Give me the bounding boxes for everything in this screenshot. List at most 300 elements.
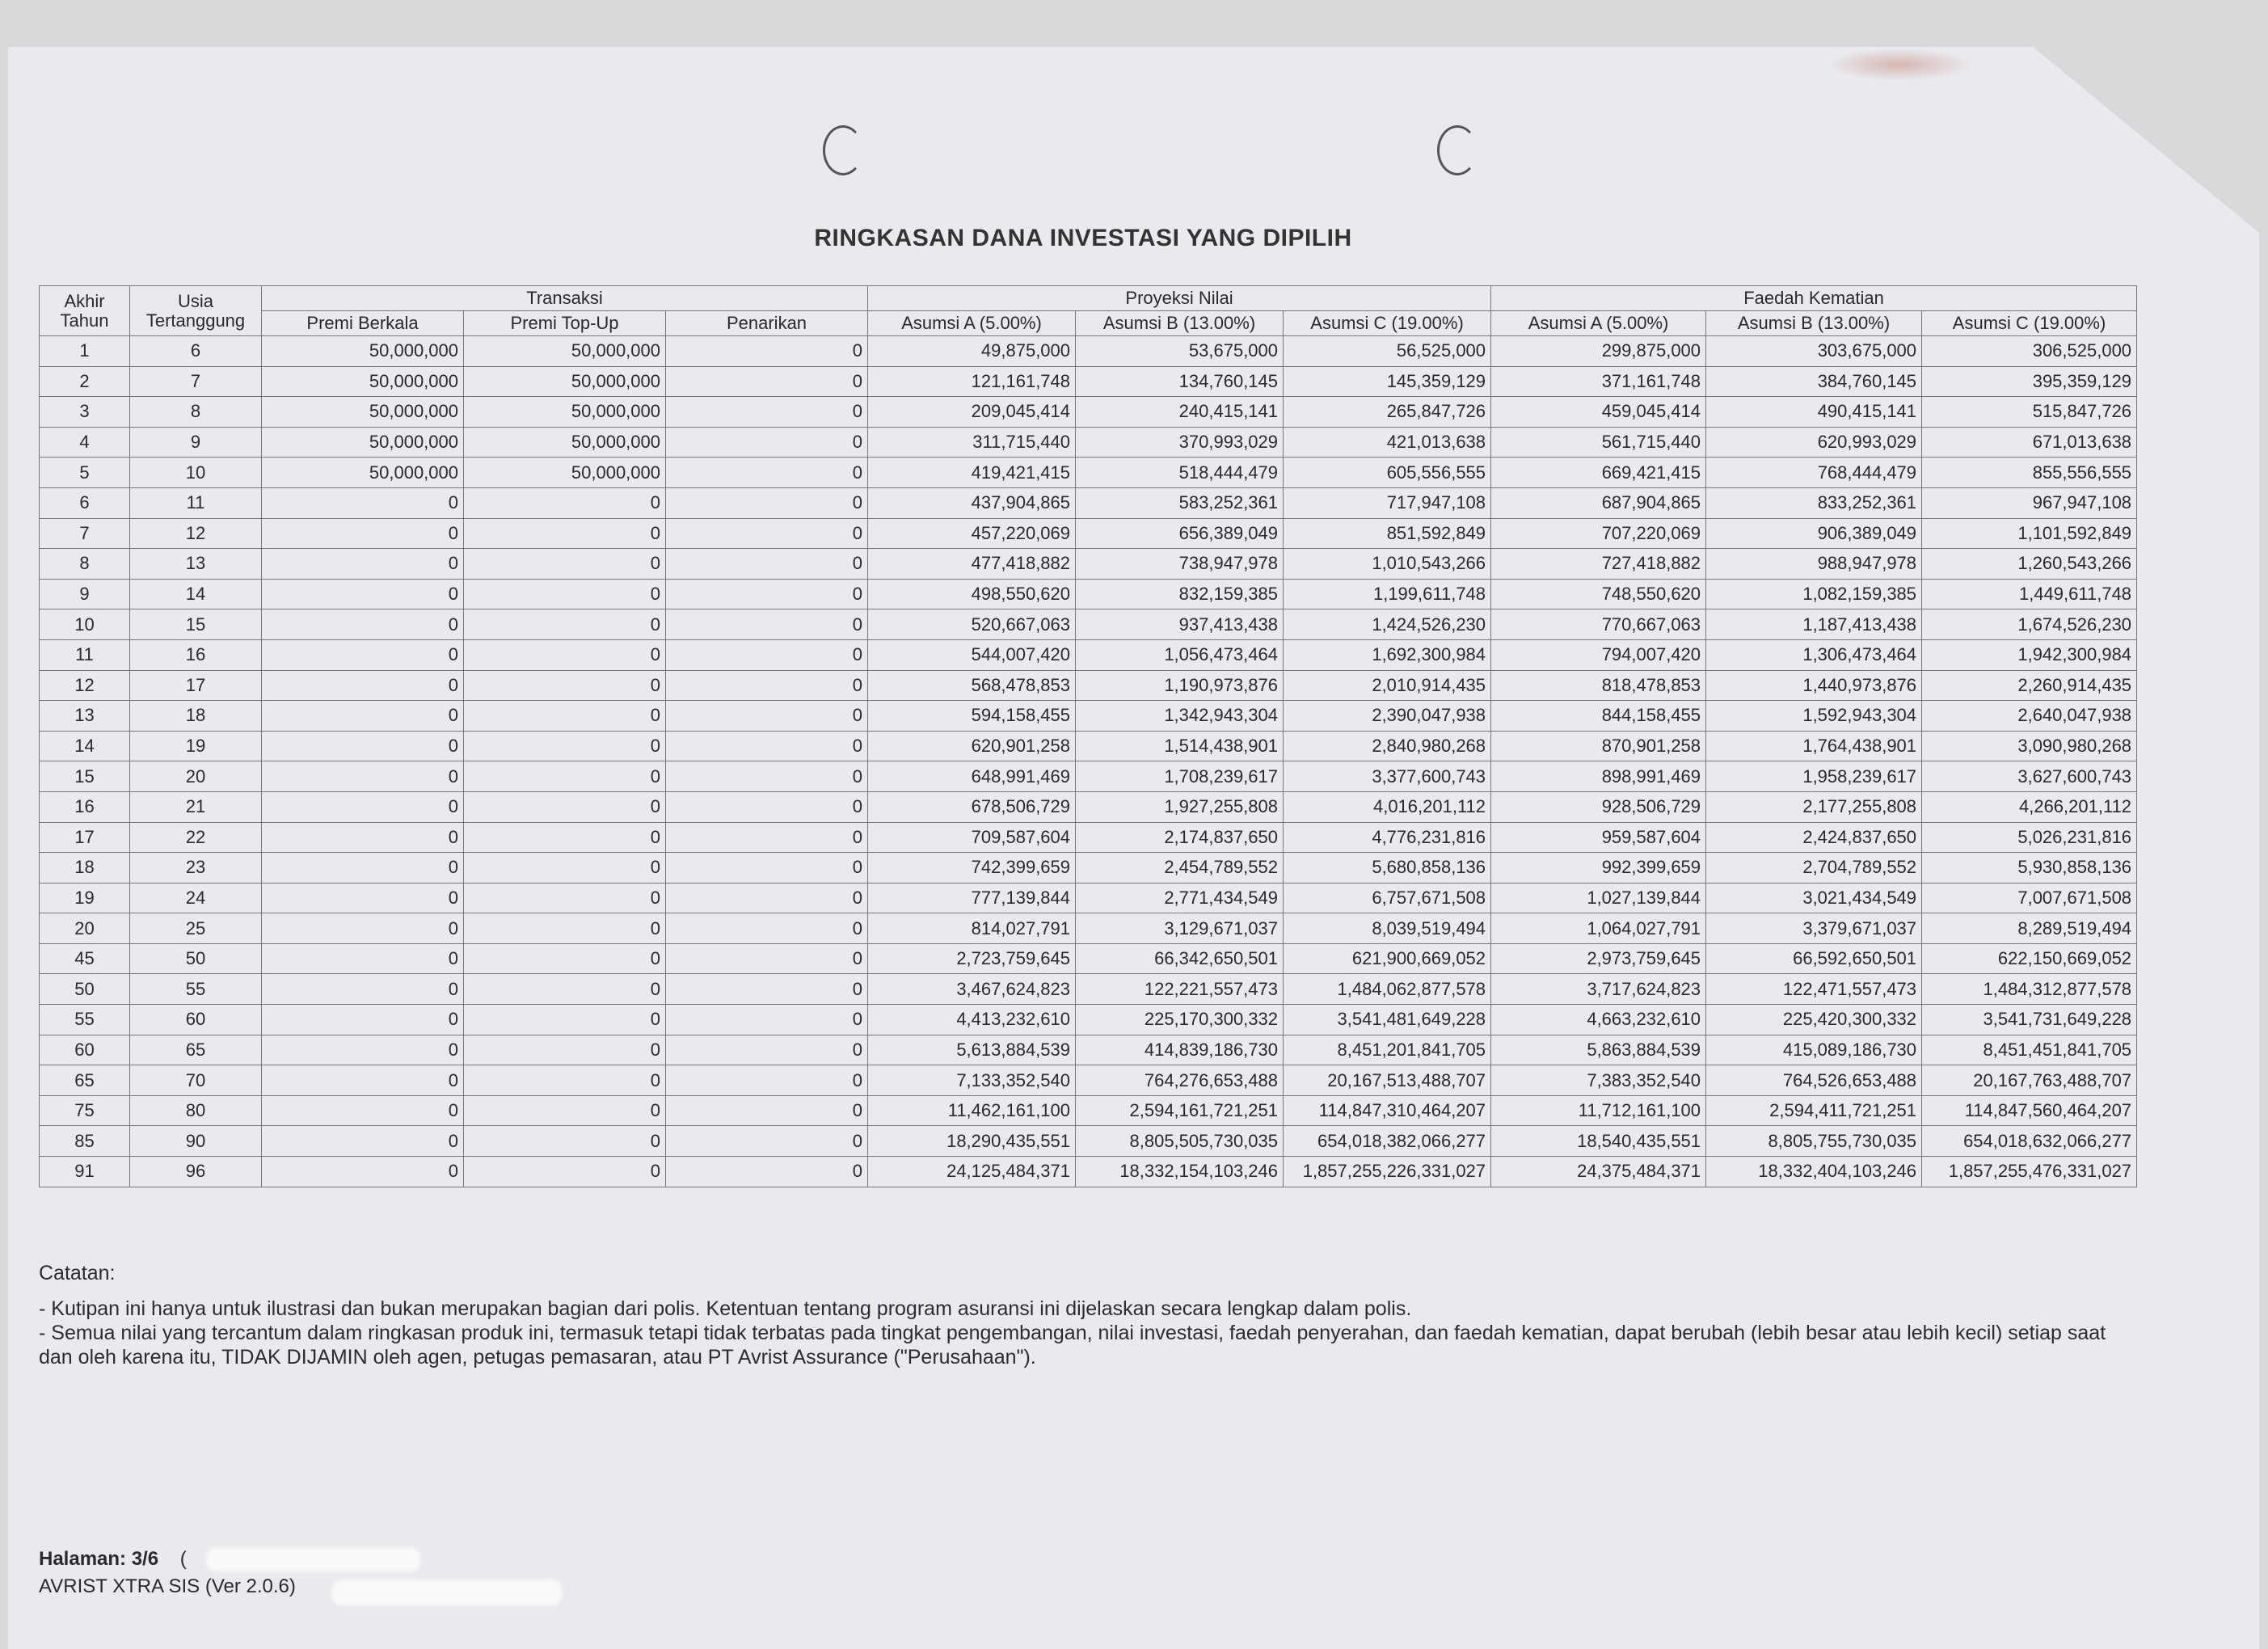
table-cell: 0 (464, 549, 666, 580)
table-cell: 2,424,837,650 (1706, 822, 1922, 853)
table-cell: 1,708,239,617 (1076, 761, 1284, 792)
table-cell: 0 (262, 1126, 464, 1157)
table-cell: 0 (666, 761, 868, 792)
table-cell: 10 (40, 609, 130, 640)
table-cell: 4,663,232,610 (1491, 1005, 1706, 1035)
table-cell: 0 (464, 1065, 666, 1096)
table-cell: 0 (262, 579, 464, 609)
table-cell: 620,901,258 (868, 731, 1076, 761)
paper-stain (1827, 48, 1972, 81)
table-cell: 0 (262, 883, 464, 913)
table-cell: 0 (464, 761, 666, 792)
table-cell: 20,167,763,488,707 (1922, 1065, 2137, 1096)
table-cell: 928,506,729 (1491, 791, 1706, 822)
table-cell: 3,021,434,549 (1706, 883, 1922, 913)
table-cell: 844,158,455 (1491, 701, 1706, 732)
table-cell: 20 (130, 761, 262, 792)
table-cell: 0 (262, 518, 464, 549)
table-cell: 8,289,519,494 (1922, 913, 2137, 944)
table-row (40, 853, 2137, 884)
table-cell: 459,045,414 (1491, 397, 1706, 428)
table-cell: 648,991,469 (868, 761, 1076, 792)
table-cell: 2,771,434,549 (1076, 883, 1284, 913)
table-cell: 0 (464, 487, 666, 518)
table-cell: 5,680,858,136 (1284, 853, 1491, 884)
table-cell: 5,026,231,816 (1922, 822, 2137, 853)
table-cell: 0 (666, 1065, 868, 1096)
table-cell: 50,000,000 (262, 366, 464, 397)
table-row (40, 670, 2137, 701)
col-premi-topup: Premi Top-Up (464, 311, 666, 336)
table-cell: 1,056,473,464 (1076, 639, 1284, 670)
table-cell: 498,550,620 (868, 579, 1076, 609)
table-cell: 0 (666, 427, 868, 458)
table-cell: 2,840,980,268 (1284, 731, 1491, 761)
table-cell: 1,101,592,849 (1922, 518, 2137, 549)
table-row (40, 731, 2137, 761)
table-cell: 8,451,451,841,705 (1922, 1035, 2137, 1065)
table-cell: 12 (40, 670, 130, 701)
table-cell: 3,129,671,037 (1076, 913, 1284, 944)
table-cell: 709,587,604 (868, 822, 1076, 853)
table-cell: 0 (666, 549, 868, 580)
table-cell: 992,399,659 (1491, 853, 1706, 884)
table-cell: 0 (666, 639, 868, 670)
table-cell: 0 (464, 853, 666, 884)
table-cell: 794,007,420 (1491, 639, 1706, 670)
table-cell: 742,399,659 (868, 853, 1076, 884)
table-row (40, 974, 2137, 1005)
table-row (40, 336, 2137, 367)
table-cell: 9 (40, 579, 130, 609)
table-cell: 50,000,000 (262, 458, 464, 488)
table-cell: 0 (464, 609, 666, 640)
table-cell: 7,383,352,540 (1491, 1065, 1706, 1096)
table-cell: 53,675,000 (1076, 336, 1284, 367)
table-cell: 75 (40, 1095, 130, 1126)
table-cell: 0 (262, 1065, 464, 1096)
table-cell: 0 (666, 974, 868, 1005)
table-cell: 8,805,505,730,035 (1076, 1126, 1284, 1157)
table-cell: 23 (130, 853, 262, 884)
table-cell: 707,220,069 (1491, 518, 1706, 549)
table-cell: 18,540,435,551 (1491, 1126, 1706, 1157)
table-cell: 0 (262, 1095, 464, 1126)
table-cell: 18,332,154,103,246 (1076, 1157, 1284, 1187)
table-cell: 0 (666, 1035, 868, 1065)
table-cell: 0 (666, 579, 868, 609)
table-cell: 415,089,186,730 (1706, 1035, 1922, 1065)
col-faedah-b: Asumsi B (13.00%) (1706, 311, 1922, 336)
table-row (40, 609, 2137, 640)
table-cell: 70 (130, 1065, 262, 1096)
table-cell: 1,190,973,876 (1076, 670, 1284, 701)
table-cell: 814,027,791 (868, 913, 1076, 944)
table-cell: 19 (130, 731, 262, 761)
table-cell: 14 (40, 731, 130, 761)
table-cell: 0 (464, 1126, 666, 1157)
table-cell: 1,082,159,385 (1706, 579, 1922, 609)
version-label: AVRIST XTRA SIS (Ver 2.0.6) (39, 1575, 296, 1597)
table-cell: 1,484,062,877,578 (1284, 974, 1491, 1005)
col-proyeksi-a: Asumsi A (5.00%) (868, 311, 1076, 336)
note-1: - Kutipan ini hanya untuk ilustrasi dan bukan merupakan bagian dari polis. Ketentuan tentang program asuransi ini dijelaskan secara lengkap dalam polis. (39, 1297, 1412, 1320)
table-cell: 55 (130, 974, 262, 1005)
table-cell: 833,252,361 (1706, 487, 1922, 518)
table-cell: 395,359,129 (1922, 366, 2137, 397)
table-cell: 7 (130, 366, 262, 397)
table-row (40, 1005, 2137, 1035)
table-cell: 898,991,469 (1491, 761, 1706, 792)
table-cell: 50 (130, 943, 262, 974)
table-cell: 2 (40, 366, 130, 397)
table-cell: 24,125,484,371 (868, 1157, 1076, 1187)
table-cell: 225,420,300,332 (1706, 1005, 1922, 1035)
table-cell: 10 (130, 458, 262, 488)
table-cell: 8,039,519,494 (1284, 913, 1491, 944)
notes (39, 1261, 2140, 1369)
table-cell: 1,484,312,877,578 (1922, 974, 2137, 1005)
table-cell: 0 (262, 639, 464, 670)
table-cell: 8,805,755,730,035 (1706, 1126, 1922, 1157)
header-row-2 (40, 311, 2137, 336)
table-row (40, 761, 2137, 792)
table-cell: 1,199,611,748 (1284, 579, 1491, 609)
table-cell: 15 (40, 761, 130, 792)
table-cell: 303,675,000 (1706, 336, 1922, 367)
table-cell: 17 (130, 670, 262, 701)
table-cell: 0 (666, 670, 868, 701)
investment-summary-table (39, 285, 2137, 1187)
table-cell: 678,506,729 (868, 791, 1076, 822)
table-cell: 85 (40, 1126, 130, 1157)
table-cell: 65 (40, 1065, 130, 1096)
table-cell: 1,692,300,984 (1284, 639, 1491, 670)
table-row (40, 518, 2137, 549)
table-cell: 437,904,865 (868, 487, 1076, 518)
table-cell: 0 (262, 1005, 464, 1035)
table-cell: 15 (130, 609, 262, 640)
table-cell: 66,592,650,501 (1706, 943, 1922, 974)
table-cell: 1,592,943,304 (1706, 701, 1922, 732)
table-cell: 7,133,352,540 (868, 1065, 1076, 1096)
table-cell: 11 (130, 487, 262, 518)
table-cell: 4,016,201,112 (1284, 791, 1491, 822)
table-cell: 50,000,000 (464, 366, 666, 397)
table-cell: 145,359,129 (1284, 366, 1491, 397)
header-row-1 (40, 286, 2137, 311)
table-cell: 568,478,853 (868, 670, 1076, 701)
table-cell: 0 (464, 1005, 666, 1035)
table-row (40, 397, 2137, 428)
table-cell: 777,139,844 (868, 883, 1076, 913)
table-cell: 11,462,161,100 (868, 1095, 1076, 1126)
table-cell: 0 (666, 458, 868, 488)
table-cell: 937,413,438 (1076, 609, 1284, 640)
table-cell: 8 (40, 549, 130, 580)
table-cell: 583,252,361 (1076, 487, 1284, 518)
table-cell: 2,723,759,645 (868, 943, 1076, 974)
table-cell: 851,592,849 (1284, 518, 1491, 549)
table-cell: 687,904,865 (1491, 487, 1706, 518)
table-cell: 0 (666, 731, 868, 761)
notes-heading: Catatan: (39, 1262, 116, 1284)
table-row (40, 1157, 2137, 1187)
table-cell: 1,857,255,476,331,027 (1922, 1157, 2137, 1187)
table-cell: 0 (464, 791, 666, 822)
table-cell: 0 (262, 1157, 464, 1187)
table-cell: 17 (40, 822, 130, 853)
table-cell: 96 (130, 1157, 262, 1187)
table-cell: 50,000,000 (464, 336, 666, 367)
table-cell: 764,276,653,488 (1076, 1065, 1284, 1096)
table-cell: 2,594,411,721,251 (1706, 1095, 1922, 1126)
table-cell: 855,556,555 (1922, 458, 2137, 488)
table-cell: 0 (666, 487, 868, 518)
table-cell: 2,594,161,721,251 (1076, 1095, 1284, 1126)
table-cell: 45 (40, 943, 130, 974)
table-cell: 748,550,620 (1491, 579, 1706, 609)
table-cell: 2,174,837,650 (1076, 822, 1284, 853)
table-cell: 622,150,669,052 (1922, 943, 2137, 974)
table-cell: 0 (262, 913, 464, 944)
table-cell: 5,863,884,539 (1491, 1035, 1706, 1065)
redaction-2 (331, 1579, 562, 1605)
table-cell: 0 (464, 913, 666, 944)
table-cell: 11,712,161,100 (1491, 1095, 1706, 1126)
table-cell: 0 (464, 883, 666, 913)
table-cell: 656,389,049 (1076, 518, 1284, 549)
table-cell: 1,514,438,901 (1076, 731, 1284, 761)
table-cell: 0 (464, 731, 666, 761)
table-cell: 22 (130, 822, 262, 853)
table-cell: 490,415,141 (1706, 397, 1922, 428)
table-cell: 60 (40, 1035, 130, 1065)
page-paren: ( (179, 1548, 187, 1570)
table-cell: 21 (130, 791, 262, 822)
table-cell: 0 (262, 731, 464, 761)
table-cell: 90 (130, 1126, 262, 1157)
page-title: RINGKASAN DANA INVESTASI YANG DIPILIH (814, 225, 1352, 251)
table-cell: 2,704,789,552 (1706, 853, 1922, 884)
table-cell: 2,640,047,938 (1922, 701, 2137, 732)
note-2: - Semua nilai yang tercantum dalam ringkasan produk ini, termasuk tetapi tidak terbatas pada tingkat pengembangan, nilai investasi, faedah penyerahan, dan faedah kematian, dapat berubah (lebih besar atau lebih kecil) setiap saat dan oleh karena itu, TIDAK DIJAMIN oleh agen, petugas pemasaran, atau PT Avrist Assurance ("Perusahaan"). (39, 1322, 2106, 1369)
table-cell: 0 (464, 974, 666, 1005)
table-cell: 0 (666, 701, 868, 732)
table-cell: 818,478,853 (1491, 670, 1706, 701)
table-cell: 0 (262, 549, 464, 580)
table-cell: 967,947,108 (1922, 487, 2137, 518)
table-cell: 9 (130, 427, 262, 458)
table-cell: 764,526,653,488 (1706, 1065, 1922, 1096)
table-cell: 209,045,414 (868, 397, 1076, 428)
table-cell: 299,875,000 (1491, 336, 1706, 367)
table-cell: 306,525,000 (1922, 336, 2137, 367)
col-faedah-c: Asumsi C (19.00%) (1922, 311, 2137, 336)
table-row (40, 883, 2137, 913)
group-transaksi: Transaksi (262, 286, 868, 311)
table-cell: 520,667,063 (868, 609, 1076, 640)
table-cell: 8 (130, 397, 262, 428)
table-cell: 1,674,526,230 (1922, 609, 2137, 640)
table-cell: 25 (130, 913, 262, 944)
table-cell: 669,421,415 (1491, 458, 1706, 488)
table-cell: 0 (666, 822, 868, 853)
table-cell: 65 (130, 1035, 262, 1065)
table-cell: 959,587,604 (1491, 822, 1706, 853)
table-cell: 1 (40, 336, 130, 367)
table-row (40, 913, 2137, 944)
table-cell: 91 (40, 1157, 130, 1187)
table-cell: 4,413,232,610 (868, 1005, 1076, 1035)
table-cell: 11 (40, 639, 130, 670)
table-cell: 2,010,914,435 (1284, 670, 1491, 701)
table-cell: 311,715,440 (868, 427, 1076, 458)
table-cell: 544,007,420 (868, 639, 1076, 670)
table-cell: 0 (464, 1157, 666, 1187)
table-cell: 0 (262, 974, 464, 1005)
table-cell: 50,000,000 (464, 458, 666, 488)
table-cell: 0 (464, 639, 666, 670)
table-cell: 1,187,413,438 (1706, 609, 1922, 640)
table-cell: 0 (666, 1095, 868, 1126)
table-cell: 768,444,479 (1706, 458, 1922, 488)
table-cell: 727,418,882 (1491, 549, 1706, 580)
table-cell: 0 (666, 791, 868, 822)
punch-hole-left (823, 125, 863, 175)
group-proyeksi: Proyeksi Nilai (868, 286, 1491, 311)
table-cell: 16 (130, 639, 262, 670)
table-cell: 240,415,141 (1076, 397, 1284, 428)
table-row (40, 701, 2137, 732)
table-cell: 0 (666, 336, 868, 367)
table-cell: 0 (464, 579, 666, 609)
table-cell: 8,451,201,841,705 (1284, 1035, 1491, 1065)
table-cell: 50,000,000 (262, 336, 464, 367)
table-cell: 0 (464, 822, 666, 853)
col-proyeksi-c: Asumsi C (19.00%) (1284, 311, 1491, 336)
table-cell: 0 (262, 1035, 464, 1065)
table-cell: 6,757,671,508 (1284, 883, 1491, 913)
table-cell: 0 (464, 670, 666, 701)
table-cell: 122,221,557,473 (1076, 974, 1284, 1005)
table-cell: 6 (130, 336, 262, 367)
table-cell: 18 (40, 853, 130, 884)
table-cell: 6 (40, 487, 130, 518)
table-cell: 2,177,255,808 (1706, 791, 1922, 822)
page-number: Halaman: 3/6 (39, 1548, 159, 1570)
table-cell: 717,947,108 (1284, 487, 1491, 518)
table-cell: 0 (262, 943, 464, 974)
table-cell: 0 (666, 883, 868, 913)
table-cell: 1,064,027,791 (1491, 913, 1706, 944)
table-cell: 24,375,484,371 (1491, 1157, 1706, 1187)
table-cell: 1,927,255,808 (1076, 791, 1284, 822)
table-cell: 18,332,404,103,246 (1706, 1157, 1922, 1187)
table-cell: 4 (40, 427, 130, 458)
table-cell: 50,000,000 (262, 427, 464, 458)
table-cell: 421,013,638 (1284, 427, 1491, 458)
table-cell: 50,000,000 (464, 397, 666, 428)
punch-hole-right (1437, 125, 1478, 175)
table-cell: 66,342,650,501 (1076, 943, 1284, 974)
table-cell: 13 (40, 701, 130, 732)
table-cell: 770,667,063 (1491, 609, 1706, 640)
table-cell: 0 (464, 1095, 666, 1126)
table-row (40, 822, 2137, 853)
table-cell: 5 (40, 458, 130, 488)
table-cell: 1,027,139,844 (1491, 883, 1706, 913)
table-cell: 1,958,239,617 (1706, 761, 1922, 792)
table-cell: 1,010,543,266 (1284, 549, 1491, 580)
table-cell: 384,760,145 (1706, 366, 1922, 397)
table-cell: 870,901,258 (1491, 731, 1706, 761)
table-cell: 561,715,440 (1491, 427, 1706, 458)
table-cell: 620,993,029 (1706, 427, 1922, 458)
table-cell: 60 (130, 1005, 262, 1035)
table-cell: 3,717,624,823 (1491, 974, 1706, 1005)
table-cell: 0 (464, 518, 666, 549)
table-cell: 24 (130, 883, 262, 913)
table-cell: 988,947,978 (1706, 549, 1922, 580)
table-cell: 5,930,858,136 (1922, 853, 2137, 884)
table-cell: 0 (262, 791, 464, 822)
table-cell: 1,260,543,266 (1922, 549, 2137, 580)
table-cell: 671,013,638 (1922, 427, 2137, 458)
table-cell: 20,167,513,488,707 (1284, 1065, 1491, 1096)
redaction-1 (206, 1547, 420, 1571)
table-cell: 16 (40, 791, 130, 822)
table-cell: 7 (40, 518, 130, 549)
table-cell: 371,161,748 (1491, 366, 1706, 397)
table-cell: 457,220,069 (868, 518, 1076, 549)
table-cell: 0 (464, 701, 666, 732)
table-row (40, 1126, 2137, 1157)
table-cell: 832,159,385 (1076, 579, 1284, 609)
col-proyeksi-b: Asumsi B (13.00%) (1076, 311, 1284, 336)
table-cell: 1,424,526,230 (1284, 609, 1491, 640)
table-cell: 0 (464, 943, 666, 974)
table-cell: 7,007,671,508 (1922, 883, 2137, 913)
table-cell: 0 (666, 366, 868, 397)
table-cell: 56,525,000 (1284, 336, 1491, 367)
table-cell: 114,847,560,464,207 (1922, 1095, 2137, 1126)
table-cell: 3,377,600,743 (1284, 761, 1491, 792)
col-faedah-a: Asumsi A (5.00%) (1491, 311, 1706, 336)
table-row (40, 791, 2137, 822)
table-cell: 4,266,201,112 (1922, 791, 2137, 822)
table-row (40, 579, 2137, 609)
table-cell: 18 (130, 701, 262, 732)
col-penarikan: Penarikan (666, 311, 868, 336)
table-cell: 654,018,632,066,277 (1922, 1126, 2137, 1157)
table-cell: 122,471,557,473 (1706, 974, 1922, 1005)
table-cell: 2,973,759,645 (1491, 943, 1706, 974)
table-cell: 605,556,555 (1284, 458, 1491, 488)
table-cell: 0 (666, 1005, 868, 1035)
table-cell: 1,942,300,984 (1922, 639, 2137, 670)
table-row (40, 1065, 2137, 1096)
table-cell: 19 (40, 883, 130, 913)
table-cell: 0 (666, 609, 868, 640)
table-cell: 265,847,726 (1284, 397, 1491, 428)
table-cell: 225,170,300,332 (1076, 1005, 1284, 1035)
table-cell: 0 (666, 943, 868, 974)
table-cell: 0 (262, 853, 464, 884)
table-cell: 80 (130, 1095, 262, 1126)
table-cell: 1,342,943,304 (1076, 701, 1284, 732)
table-cell: 518,444,479 (1076, 458, 1284, 488)
